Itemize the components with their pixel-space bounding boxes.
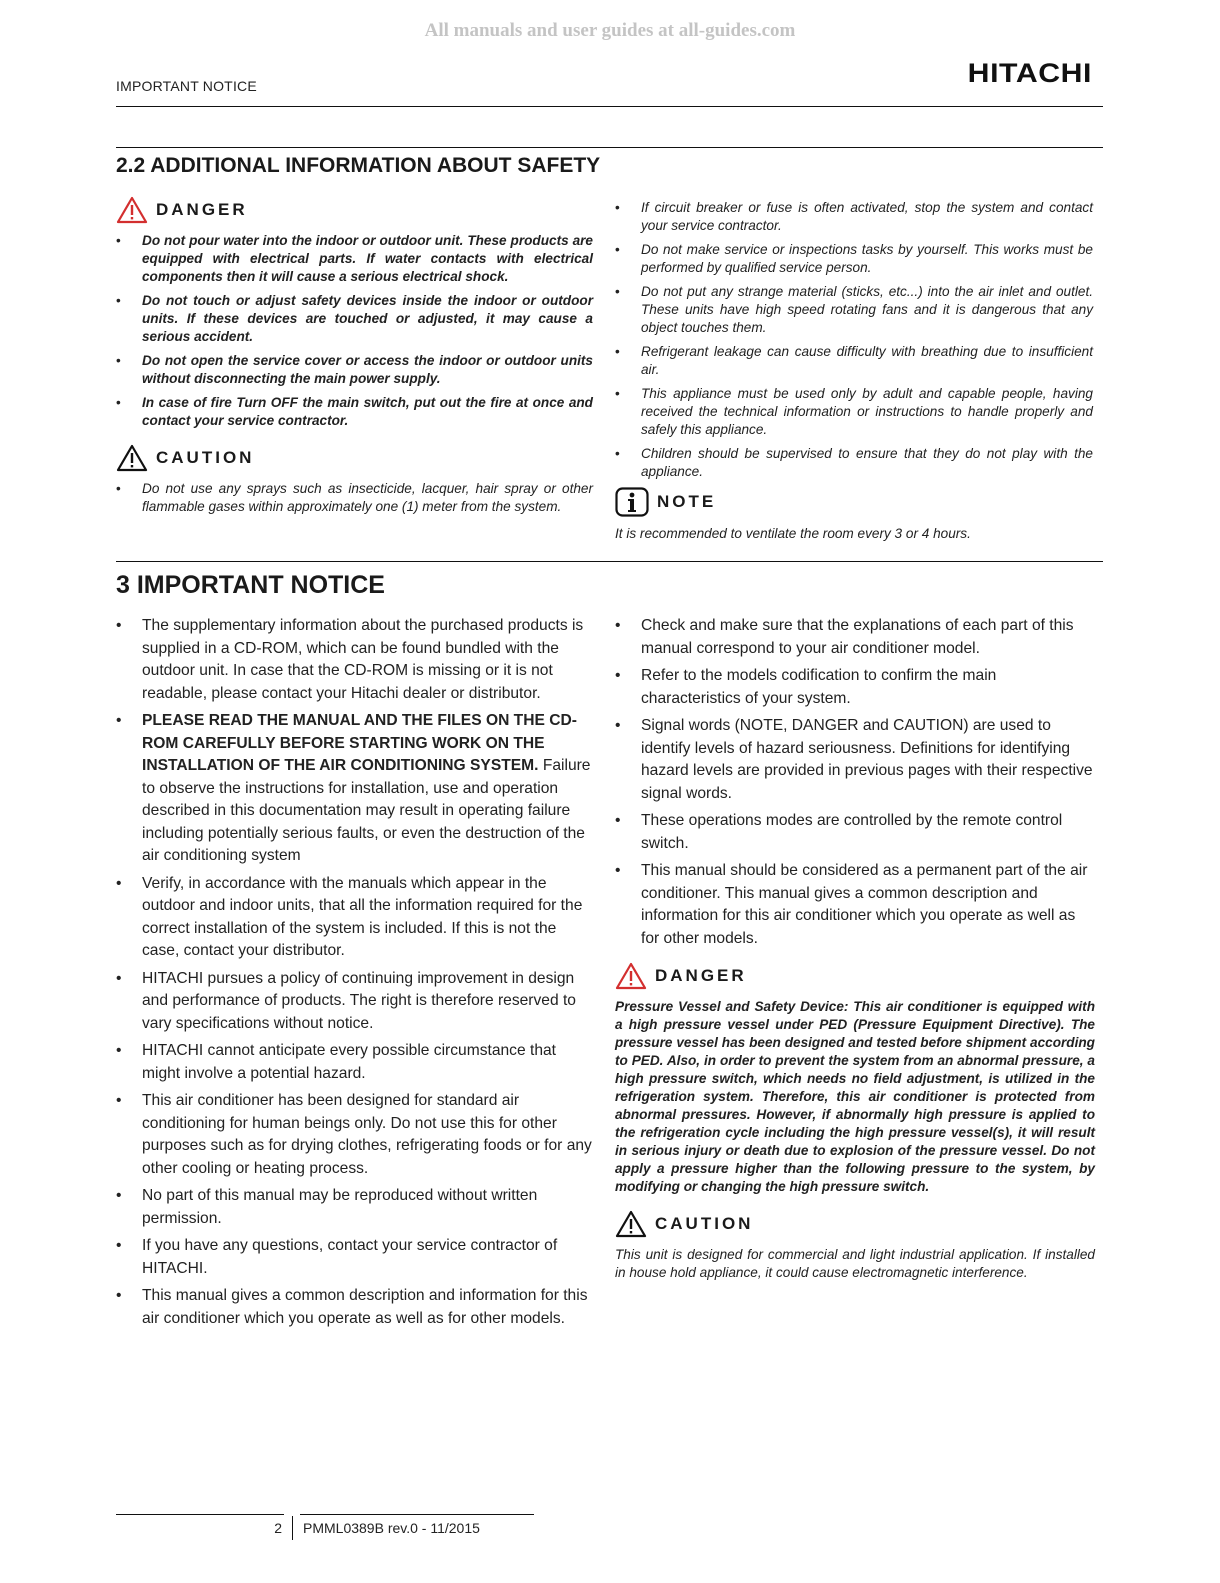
note-text: It is recommended to ventilate the room every 3 or 4 hours. [615, 526, 971, 541]
list-item: • Refrigerant leakage can cause difficulty with breathing due to insufficient air. [615, 343, 1093, 379]
caution-warning-icon [615, 1210, 647, 1238]
pressure-vessel-warning: Pressure Vessel and Safety Device: This air conditioner is equipped with a high pressure vessel under PED (Pressure Equipment Directive). The pressure vessel has been designed and tested before shipment according to PED. Also, in order to prevent the system from an abnormal pressure, a high pressure switch, which needs no field adjustment, is utilized in the refrigeration system. Therefore, this air conditioner is protected from abnormal pressures. However, if abnormally high pressure is applied to the refrigeration cycle including the high pressure vessel(s), it will result in serious injury or death due to explosion of the pressure vessel. Do not apply a pressure higher than the following pressure to the system, by modifying or changing the high pressure switch. [615, 999, 1095, 1194]
list-item: • Signal words (NOTE, DANGER and CAUTION) are used to identify levels of hazard seriousness. Definitions for identifying hazard levels are provided in previous pages with their respective signal words. [615, 715, 1095, 805]
list-item: • This manual should be considered as a permanent part of the air conditioner. This manual gives a common description and information for this air conditioner which you operate as well as for other models. [615, 860, 1095, 950]
watermark: All manuals and user guides at all-guides.com [424, 20, 796, 41]
safety-right-list [615, 199, 1093, 481]
list-item: • This appliance must be used only by adult and capable people, having received the technical information or instructions to handle properly and safely this appliance. [615, 385, 1093, 439]
list-item-text: Failure to observe the instructions for installation, use and operation described in this documentation may result in operating failure including potentially serious faults, or even the destruction of the air conditioning system [142, 757, 591, 864]
list-item-text: Verify, in accordance with the manuals which appear in the outdoor and indoor units, that all the information required for the correct installation of the system is included. If this is not the case, contact your distributor. [142, 874, 583, 959]
danger-heading [116, 196, 593, 224]
danger-warning-icon [615, 962, 647, 990]
list-item [116, 1285, 594, 1330]
list-item: • Check and make sure that the explanations of each part of this manual correspond to your air conditioner model. [615, 615, 1095, 660]
list-item: • Do not touch or adjust safety devices inside the indoor or outdoor units. If these devices are touched or adjusted, it may cause a serious accident. [116, 292, 593, 346]
list-item: • Do not pour water into the indoor or outdoor unit. These products are equipped with electrical parts. If water contacts with electrical components then it will cause a serious electrical shock. [116, 232, 593, 286]
list-item-text: HITACHI pursues a policy of continuing improvement in design and performance of products. The right is therefore reserved to vary specifications without notice. [142, 969, 576, 1032]
emi-caution-text: This unit is designed for commercial and light industrial application. If installed in house hold appliance, it could cause electromagnetic interference. [615, 1247, 1095, 1280]
footer-rule [116, 1514, 284, 1515]
danger-list [116, 232, 593, 430]
list-item [116, 1090, 594, 1180]
list-item-text: If you have any questions, contact your service contractor of HITACHI. [142, 1237, 558, 1277]
header-rule [116, 106, 1103, 107]
caution-heading [615, 1210, 1095, 1238]
brand-logo: HITACHI [967, 58, 1092, 88]
list-item: • Children should be supervised to ensure that they do not play with the appliance. [615, 445, 1093, 481]
list-item: • Do not use any sprays such as insecticide, lacquer, hair spray or other flammable gases within approximately one (1) meter from the system. [116, 480, 593, 516]
safety-right-column [615, 199, 1093, 543]
safety-left-column [116, 196, 593, 522]
info-icon [615, 487, 649, 517]
list-item: • Refer to the models codification to confirm the main characteristics of your system. [615, 665, 1095, 710]
list-item-text: This manual gives a common description and information for this air conditioner which you operate as well as for other models. [142, 1287, 588, 1327]
list-item-text: This air conditioner has been designed for standard air conditioning for human beings only. Do not use this for other purposes such as for drying clothes, refrigerating foods or for any other cooling or heating process. [142, 1092, 592, 1177]
section-title-3: 3 IMPORTANT NOTICE [116, 571, 385, 599]
list-item: • Do not open the service cover or access the indoor or outdoor units without disconnecting the main power supply. [116, 352, 593, 388]
list-item [116, 968, 594, 1036]
page-number: 2 [274, 1520, 282, 1536]
list-item-text: The supplementary information about the purchased products is supplied in a CD-ROM, which can be found bundled with the outdoor unit. In case that the CD-ROM is missing or it is not readable, please contact your Hitachi dealer or distributor. [142, 617, 584, 702]
notice-right-column [615, 615, 1095, 1282]
list-item [116, 1185, 594, 1230]
list-item [116, 1040, 594, 1085]
list-item-text: No part of this manual may be reproduced without written permission. [142, 1187, 538, 1227]
list-item [116, 710, 594, 868]
section-title-2-2: 2.2 ADDITIONAL INFORMATION ABOUT SAFETY [116, 154, 601, 177]
header-section-label: IMPORTANT NOTICE [116, 78, 257, 94]
list-item-bold: PLEASE READ THE MANUAL AND THE FILES ON THE CD-ROM CAREFULLY BEFORE STARTING WORK ON THE INSTALLATION OF THE AIR CONDITIONING SYSTEM. [142, 712, 577, 774]
danger-label: DANGER [156, 200, 248, 219]
danger-warning-icon [116, 196, 148, 224]
footer-rule [300, 1514, 534, 1515]
note-heading [615, 487, 1093, 517]
list-item: • Do not make service or inspections tasks by yourself. This works must be performed by qualified service person. [615, 241, 1093, 277]
notice-left-list [116, 615, 594, 1330]
list-item: • Do not put any strange material (sticks, etc...) into the air inlet and outlet. These units have high speed rotating fans and it is dangerous that any object touches them. [615, 283, 1093, 337]
footer-separator [292, 1516, 293, 1540]
caution-label: CAUTION [655, 1214, 754, 1233]
danger-label: DANGER [655, 966, 747, 985]
danger-heading [615, 962, 1095, 990]
caution-heading [116, 444, 593, 472]
list-item: • In case of fire Turn OFF the main switch, put out the fire at once and contact your service contractor. [116, 394, 593, 430]
caution-list [116, 480, 593, 516]
notice-left-column [116, 615, 594, 1335]
list-item [116, 873, 594, 963]
list-item [116, 1235, 594, 1280]
document-reference: PMML0389B rev.0 - 11/2015 [303, 1520, 480, 1536]
section-rule [116, 147, 1103, 148]
list-item-text: HITACHI cannot anticipate every possible circumstance that might involve a potential hazard. [142, 1042, 556, 1082]
caution-warning-icon [116, 444, 148, 472]
section-rule [116, 561, 1103, 562]
caution-label: CAUTION [156, 448, 255, 467]
list-item: • If circuit breaker or fuse is often activated, stop the system and contact your service contractor. [615, 199, 1093, 235]
list-item: • These operations modes are controlled by the remote control switch. [615, 810, 1095, 855]
note-label: NOTE [657, 492, 717, 511]
list-item [116, 615, 594, 705]
notice-right-list [615, 615, 1095, 950]
